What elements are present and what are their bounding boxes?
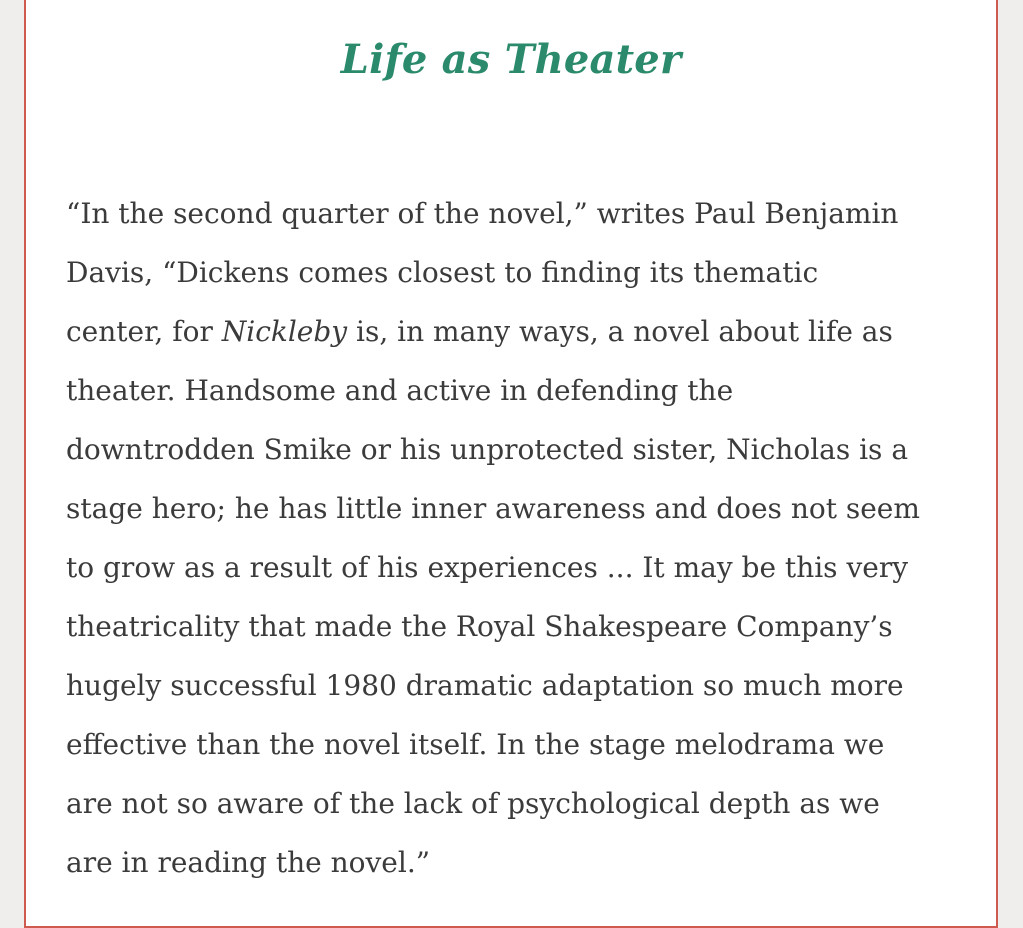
quote-line-4: theater. Handsome and active in defending the xyxy=(66,374,734,407)
quote-line-2: Davis, “Dickens comes closest to finding its thematic xyxy=(66,256,819,289)
quote-line-6: stage hero; he has little inner awareness and does not seem xyxy=(66,492,920,525)
quote-line-1: “In the second quarter of the novel,” writes Paul Benjamin xyxy=(66,197,899,230)
quote-line-8: theatricality that made the Royal Shakespeare Company’s xyxy=(66,610,893,643)
section-heading: Life as Theater xyxy=(340,36,682,83)
quote-line-11: are not so aware of the lack of psychological depth as we xyxy=(66,787,880,820)
quote-line-3-prefix: center, for xyxy=(66,315,222,348)
quote-line-9: hugely successful 1980 dramatic adaptation so much more xyxy=(66,669,904,702)
quote-line-3 xyxy=(66,302,968,361)
book-title-nickleby: Nickleby xyxy=(221,315,348,348)
quote-line-7: to grow as a result of his experiences ... It may be this very xyxy=(66,551,909,584)
quote-paragraph xyxy=(66,184,968,892)
quote-line-12: are in reading the novel.” xyxy=(66,846,431,879)
quote-line-5: downtrodden Smike or his unprotected sister, Nicholas is a xyxy=(66,433,909,466)
article-card xyxy=(24,0,998,928)
quote-line-3-suffix: is, in many ways, a novel about life as xyxy=(347,315,893,348)
quote-line-10: effective than the novel itself. In the stage melodrama we xyxy=(66,728,885,761)
